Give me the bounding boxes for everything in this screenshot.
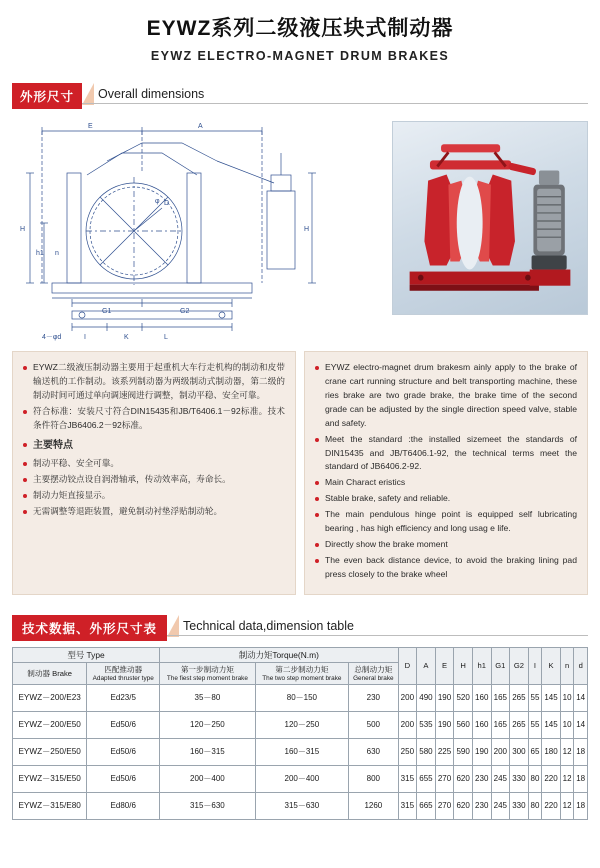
col-first-step-cn: 第一步制动力矩 xyxy=(180,665,234,675)
cell-K: 220 xyxy=(542,766,561,793)
cell-G1: 200 xyxy=(491,739,510,766)
cell-E: 190 xyxy=(435,685,454,712)
col-general xyxy=(349,663,398,685)
cell-second: 315－630 xyxy=(255,793,348,820)
dim-label-n: n xyxy=(55,250,59,257)
cell-model: EYWZ－315/E80 xyxy=(13,793,87,820)
cell-I: 55 xyxy=(528,712,542,739)
col-second-step-cn: 第二步制动力矩 xyxy=(275,665,329,675)
cell-thruster: Ed50/6 xyxy=(87,739,160,766)
cell-E: 190 xyxy=(435,712,454,739)
cn-paragraph-2: 符合标准：安装尺寸符合DIN15435和JB/T6406.1－92标准。技术条件符合JB6406.2－92标准。 xyxy=(23,405,285,433)
en-paragraph-1: EYWZ electro-magnet drum brakesm ainly apply to the brake of crane cart running structure and belt transporting machine, these ries brake are two grade brake, the brake time of the second grade can be adjusted by the single direction speed valve, stable and safety. xyxy=(315,361,577,431)
col-brake: 制动器 Brake xyxy=(13,663,87,685)
cell-G2: 300 xyxy=(510,739,529,766)
en-paragraph-7: The even back distance device, to avoid the braking lining pad press closely to the brake wheel xyxy=(315,554,577,582)
cell-K: 180 xyxy=(542,739,561,766)
cell-n: 12 xyxy=(560,766,574,793)
cell-G1: 245 xyxy=(491,793,510,820)
cell-h1: 230 xyxy=(472,793,491,820)
dim-label-h1: h1 xyxy=(36,250,44,257)
cell-general: 630 xyxy=(349,739,398,766)
section-rule xyxy=(12,103,588,104)
description-row xyxy=(12,351,588,595)
dim-label-H2: H xyxy=(304,226,310,233)
cell-I: 55 xyxy=(528,685,542,712)
cell-D: 250 xyxy=(398,739,417,766)
cell-A: 665 xyxy=(417,793,436,820)
cell-D: 200 xyxy=(398,685,417,712)
dim-label-L: L xyxy=(164,334,168,341)
col-first-step-en: The fiest step moment brake xyxy=(166,674,248,682)
cell-G1: 165 xyxy=(491,712,510,739)
cell-H: 590 xyxy=(454,739,473,766)
col-H: H xyxy=(454,647,473,684)
cell-general: 1260 xyxy=(349,793,398,820)
description-cn xyxy=(12,351,296,595)
dim-label-4phid: 4－φd xyxy=(42,334,62,341)
section-header-tech xyxy=(12,611,588,637)
cn-feature-1: 制动平稳、安全可靠。 xyxy=(23,457,285,471)
dim-label-phi: φ xyxy=(155,198,160,205)
cell-D: 315 xyxy=(398,766,417,793)
cell-K: 145 xyxy=(542,712,561,739)
cell-d: 14 xyxy=(574,712,588,739)
col-h1: h1 xyxy=(472,647,491,684)
cell-model: EYWZ－200/E23 xyxy=(13,685,87,712)
cell-K: 145 xyxy=(542,685,561,712)
dim-label-I: I xyxy=(84,334,86,341)
col-K: K xyxy=(542,647,561,684)
cell-G2: 330 xyxy=(510,793,529,820)
col-G1: G1 xyxy=(491,647,510,684)
col-A: A xyxy=(417,647,436,684)
tech-data-table xyxy=(12,647,588,820)
table-row xyxy=(13,712,588,739)
cell-second: 200－400 xyxy=(255,766,348,793)
cell-n: 12 xyxy=(560,793,574,820)
cell-first: 160－315 xyxy=(160,739,255,766)
col-I: I xyxy=(528,647,542,684)
col-second-step-en: The two step moment brake xyxy=(262,674,342,682)
dim-label-A: A xyxy=(198,123,203,130)
cell-H: 560 xyxy=(454,712,473,739)
table-head-row-1 xyxy=(13,647,588,663)
dim-label-G2: G2 xyxy=(180,308,190,315)
cell-h1: 160 xyxy=(472,685,491,712)
dim-label-K: K xyxy=(124,334,129,341)
cell-A: 535 xyxy=(417,712,436,739)
dim-label-D: D xyxy=(164,200,170,207)
cell-thruster: Ed23/5 xyxy=(87,685,160,712)
dim-label-H: H xyxy=(20,226,26,233)
col-D: D xyxy=(398,647,417,684)
cell-model: EYWZ－250/E50 xyxy=(13,739,87,766)
en-paragraph-6: Directly show the brake moment xyxy=(315,538,577,552)
col-thruster-cn: 匹配推动器 xyxy=(104,665,143,675)
cn-features-heading: 主要特点 xyxy=(33,438,285,454)
cell-thruster: Ed50/6 xyxy=(87,766,160,793)
cell-E: 225 xyxy=(435,739,454,766)
page-title-en: EYWZ ELECTRO-MAGNET DRUM BRAKES xyxy=(150,49,450,63)
section-en-dimensions: Overall dimensions xyxy=(98,87,204,104)
cell-model: EYWZ－315/E50 xyxy=(13,766,87,793)
section-slash-icon xyxy=(167,615,179,637)
cell-E: 270 xyxy=(435,766,454,793)
cell-second: 160－315 xyxy=(255,739,348,766)
cn-feature-3: 制动力矩直接显示。 xyxy=(23,489,285,503)
cell-d: 18 xyxy=(574,793,588,820)
table-row xyxy=(13,793,588,820)
col-E: E xyxy=(435,647,454,684)
cell-G2: 330 xyxy=(510,766,529,793)
col-d: d xyxy=(574,647,588,684)
cell-n: 12 xyxy=(560,739,574,766)
page-title-cn: EYWZ系列二级液压块式制动器 xyxy=(146,17,454,40)
cell-E: 270 xyxy=(435,793,454,820)
cell-n: 10 xyxy=(560,685,574,712)
section-en-tech: Technical data,dimension table xyxy=(183,619,354,636)
en-paragraph-3: Main Charact eristics xyxy=(315,476,577,490)
brake-photo-illustration xyxy=(393,122,587,314)
dim-label-G1: G1 xyxy=(102,308,112,315)
col-group-torque: 制动力矩Torque(N.m) xyxy=(160,647,398,663)
cell-A: 580 xyxy=(417,739,436,766)
cell-n: 10 xyxy=(560,712,574,739)
cell-h1: 160 xyxy=(472,712,491,739)
cn-feature-4: 无需调整等退距装置，避免制动衬垫浮贴制动轮。 xyxy=(23,505,285,519)
en-paragraph-5: The main pendulous hinge point is equipped self lubricating bearing , has high efficiency and long usag e life. xyxy=(315,508,577,536)
col-thruster-en: Adapted thruster type xyxy=(92,674,154,682)
cell-second: 120－250 xyxy=(255,712,348,739)
cn-paragraph-1: EYWZ二级液压制动器主要用于起重机大车行走机构的制动和皮带输送机的工作制动。该系列制动器为两级制动式制动器，第二级的制动时间可通过单向调速阀进行调整，制动平稳、安全可靠。 xyxy=(23,361,285,403)
drawing-area xyxy=(12,113,588,343)
cell-H: 620 xyxy=(454,766,473,793)
cell-general: 230 xyxy=(349,685,398,712)
col-G2: G2 xyxy=(510,647,529,684)
tech-data-table-wrap xyxy=(12,647,588,820)
col-general-cn: 总制动力矩 xyxy=(354,665,393,675)
cell-G1: 245 xyxy=(491,766,510,793)
cell-K: 220 xyxy=(542,793,561,820)
cell-d: 14 xyxy=(574,685,588,712)
section-slash-icon xyxy=(82,83,94,105)
col-group-model: 型号 Type xyxy=(13,647,160,663)
table-row xyxy=(13,766,588,793)
cell-H: 520 xyxy=(454,685,473,712)
section-header-dimensions xyxy=(12,79,588,105)
description-en xyxy=(304,351,588,595)
cell-first: 200－400 xyxy=(160,766,255,793)
en-paragraph-4: Stable brake, safety and reliable. xyxy=(315,492,577,506)
table-row xyxy=(13,739,588,766)
cell-G2: 265 xyxy=(510,685,529,712)
col-second-step xyxy=(255,663,348,685)
col-thruster xyxy=(87,663,160,685)
cell-D: 200 xyxy=(398,712,417,739)
cell-d: 18 xyxy=(574,739,588,766)
cell-h1: 190 xyxy=(472,739,491,766)
cell-A: 490 xyxy=(417,685,436,712)
cell-general: 800 xyxy=(349,766,398,793)
product-photo xyxy=(392,121,588,315)
cell-thruster: Ed80/6 xyxy=(87,793,160,820)
dim-label-E: E xyxy=(88,123,93,130)
cell-first: 120－250 xyxy=(160,712,255,739)
cell-thruster: Ed50/6 xyxy=(87,712,160,739)
table-body xyxy=(13,685,588,820)
col-general-en: General brake xyxy=(353,674,394,682)
cell-h1: 230 xyxy=(472,766,491,793)
cell-model: EYWZ－200/E50 xyxy=(13,712,87,739)
cn-feature-2: 主要摆动铰点设自润滑轴承，传动效率高，寿命长。 xyxy=(23,473,285,487)
en-paragraph-2: Meet the standard :the installed sizemeet the standards of DIN15435 and JB/T6406.1-92, the technical terms meet the standard of JB6406.2-92. xyxy=(315,433,577,475)
cell-A: 655 xyxy=(417,766,436,793)
cell-I: 80 xyxy=(528,766,542,793)
cell-H: 620 xyxy=(454,793,473,820)
cell-I: 65 xyxy=(528,739,542,766)
cell-d: 18 xyxy=(574,766,588,793)
table-row xyxy=(13,685,588,712)
cell-first: 315－630 xyxy=(160,793,255,820)
col-n: n xyxy=(560,647,574,684)
cell-I: 80 xyxy=(528,793,542,820)
technical-drawing xyxy=(12,113,372,343)
cell-general: 500 xyxy=(349,712,398,739)
cell-second: 80－150 xyxy=(255,685,348,712)
cell-G2: 265 xyxy=(510,712,529,739)
col-first-step xyxy=(160,663,255,685)
cell-D: 315 xyxy=(398,793,417,820)
brake-outline-drawing xyxy=(12,113,372,343)
section-tag-dimensions: 外形尺寸 xyxy=(12,83,82,109)
cell-first: 35－80 xyxy=(160,685,255,712)
cell-G1: 165 xyxy=(491,685,510,712)
table-head xyxy=(13,647,588,684)
product-photo-area xyxy=(378,113,588,343)
section-tag-tech: 技术数据、外形尺寸表 xyxy=(12,615,167,641)
